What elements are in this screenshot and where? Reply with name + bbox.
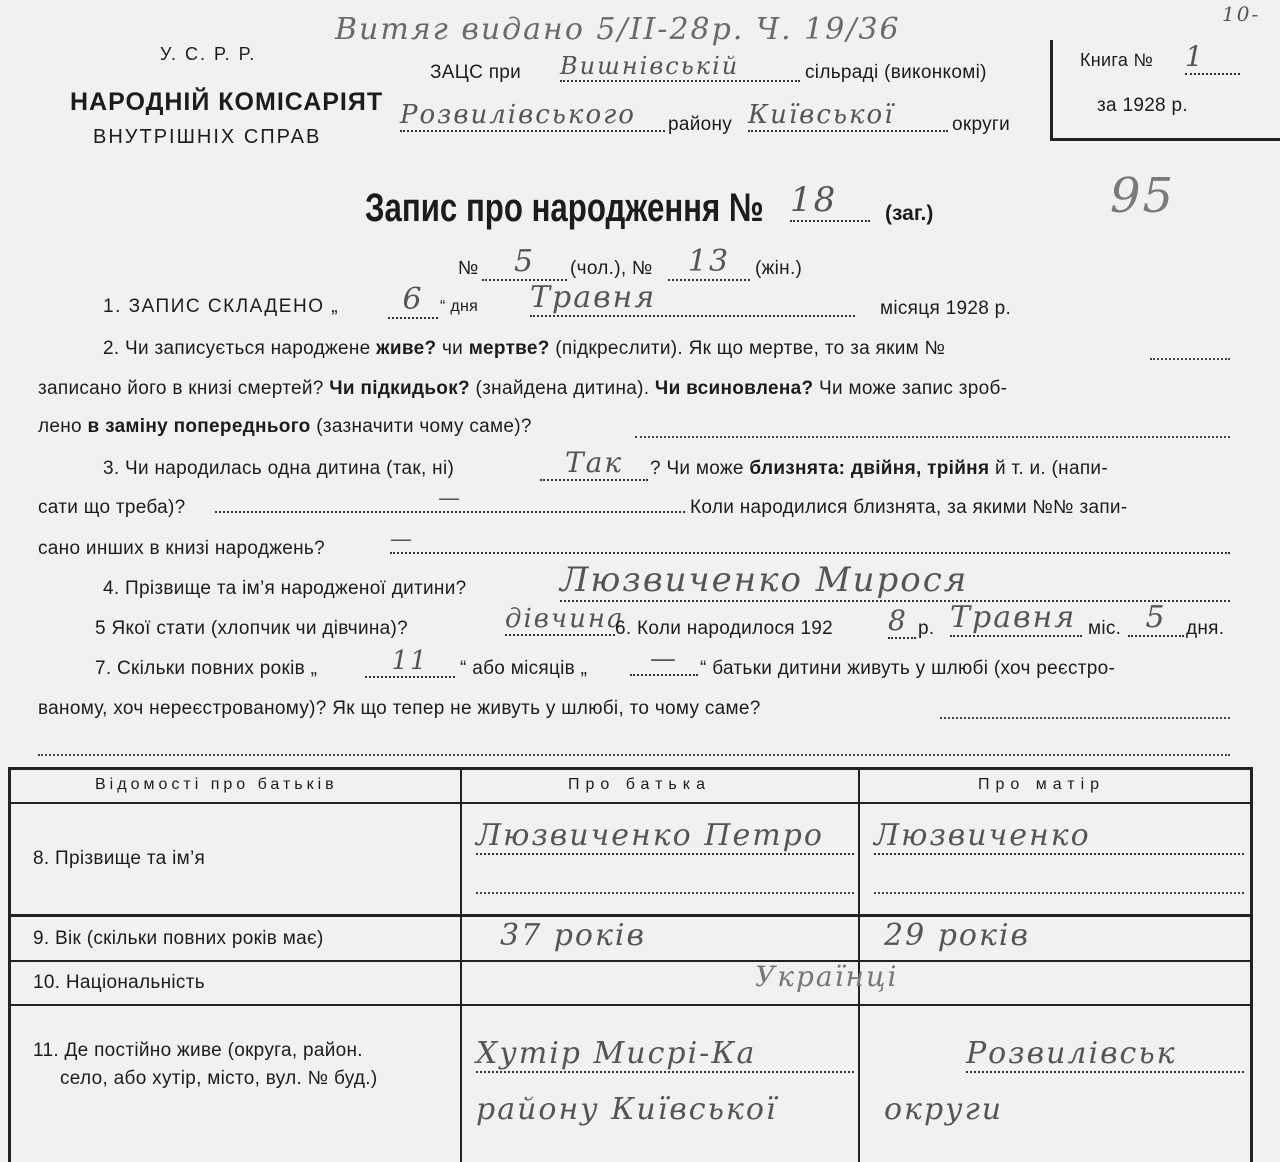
district-label: району xyxy=(668,114,733,135)
col-header-father: Про батька xyxy=(568,776,711,793)
q2-line2 xyxy=(38,378,1007,400)
q5-label: 5 Якої стати (хлопчик чи дівчина)? xyxy=(95,618,409,639)
ministry-heading: ВНУТРІШНІХ СПРАВ xyxy=(93,126,322,148)
q2-text-a: 2. Чи записується народжене xyxy=(103,338,371,359)
q2-adopted: Чи всиновлена? xyxy=(654,378,814,399)
row8-mother: Люзвиченко xyxy=(874,818,1244,855)
q7-mid: “ або місяців „ xyxy=(460,658,588,679)
q2-foundling: Чи підкидьок? xyxy=(329,378,470,399)
q7-months: — xyxy=(630,644,698,676)
row8-bottom-border xyxy=(8,914,1253,917)
q2-replace: в заміну попереднього xyxy=(87,416,311,437)
book-box-left-border xyxy=(1050,40,1053,140)
row8-father: Люзвиченко Петро xyxy=(476,818,854,855)
table-header-border xyxy=(8,802,1253,804)
record-suffix: (заг.) xyxy=(885,202,934,225)
republic-heading: У. С. Р. Р. xyxy=(160,44,257,64)
zags-suffix: сільраді (виконкомі) xyxy=(805,62,987,83)
q7-label-b: “ батьки дитини живуть у шлюбі (хоч реєстро- xyxy=(700,658,1116,679)
q6-day: 5 xyxy=(1128,600,1184,637)
q2-lenо: лено xyxy=(38,416,82,437)
side-mark: 95 xyxy=(1110,168,1176,224)
table-right-border xyxy=(1250,767,1253,1162)
q6-year-digit: 8 xyxy=(888,604,916,639)
q3-line2-b: Коли народилися близнята, за якими №№ запи- xyxy=(690,497,1128,518)
q4-label: 4. Прізвище та ім’я народженої дитини? xyxy=(103,578,467,599)
q6-r: р. xyxy=(918,618,935,639)
q3-line2-a: сати що треба)? xyxy=(38,497,186,518)
q2-line1 xyxy=(103,338,945,360)
corner-note: 10- xyxy=(1222,2,1261,26)
q4-answer: Люзвиченко Мирося xyxy=(560,560,1230,602)
q1-end: місяця 1928 р. xyxy=(880,298,1012,319)
q1-day: 6 xyxy=(388,282,438,319)
row11-mother-line1: Розвилівськ xyxy=(966,1036,1244,1073)
book-number: 1 xyxy=(1185,40,1240,75)
row8-mother-line2 xyxy=(874,892,1244,894)
q7-label-a: 7. Скільки повних років „ xyxy=(95,658,318,679)
zags-village: Вишнівській xyxy=(560,52,800,82)
q3-dash: — xyxy=(215,486,685,513)
q5-answer: дівчина xyxy=(505,604,625,634)
handwritten-issue-note: Витяг видано 5/ІІ-28р. Ч. 19/36 xyxy=(335,12,901,47)
zags-prefix: ЗАЦС при xyxy=(430,62,522,83)
q7-reason-field xyxy=(940,717,1230,719)
q6-dnya: дня. xyxy=(1186,618,1225,639)
table-top-border xyxy=(8,767,1253,770)
row11-father-line1: Хутір Мисрі-Ка xyxy=(476,1036,854,1073)
q3-dash2: — xyxy=(390,527,1230,554)
q7-years: 11 xyxy=(365,646,455,678)
row9-bottom-border xyxy=(8,960,1253,962)
q2-record-text: Чи може запис зроб- xyxy=(819,378,1008,399)
commissariat-heading: НАРОДНІЙ КОМІСАРІЯТ xyxy=(70,88,384,116)
q3-line1-a: 3. Чи народилась одна дитина (так, ні) xyxy=(103,458,455,479)
row11-father-line2: району Київської xyxy=(476,1092,778,1127)
row10-father: Українці xyxy=(755,960,899,993)
record-title: Запис про народження № xyxy=(365,186,764,230)
q2-found-note: (знайдена дитина). xyxy=(475,378,650,399)
book-year: за 1928 р. xyxy=(1097,95,1188,116)
q6-label: 6. Коли народилося 192 xyxy=(615,618,834,639)
q3-answer: Так xyxy=(540,446,648,481)
q2-replace-field xyxy=(635,436,1230,438)
q2-alive-option: живе? xyxy=(376,338,437,359)
q3-text-b: ? Чи може xyxy=(650,458,744,479)
q3-line1-rest xyxy=(650,458,1108,480)
number-label: № xyxy=(458,258,479,279)
q2-dead-option: мертве? xyxy=(468,338,550,359)
q1-mid: “ дня xyxy=(440,298,479,315)
book-box-bottom-border xyxy=(1050,138,1280,141)
record-number: 18 xyxy=(790,180,870,222)
q6-mis: міс. xyxy=(1088,618,1122,639)
female-count: 13 xyxy=(668,244,750,281)
q7-reason-field-2 xyxy=(38,754,1230,756)
row11-mother-line2: округи xyxy=(884,1092,1004,1127)
row9-label: 9. Вік (скільки повних років має) xyxy=(33,928,324,949)
row9-mother: 29 років xyxy=(884,918,1030,953)
q2-specify: (зазначити чому саме)? xyxy=(316,416,532,437)
okruha-name: Київської xyxy=(748,100,948,132)
district-name: Розвилівського xyxy=(400,100,665,132)
female-label: (жін.) xyxy=(755,258,803,279)
q3-line3-a: сано инших в книзі народжень? xyxy=(38,538,325,559)
table-left-border xyxy=(8,767,11,1162)
row10-label: 10. Національність xyxy=(33,972,205,993)
q7-line2: ваному, хоч нереєстрованому)? Як що тепер не живуть у шлюбі, то чому саме? xyxy=(38,698,761,719)
row10-bottom-border xyxy=(8,1004,1253,1006)
q1-month: Травня xyxy=(530,280,855,317)
row8-label: 8. Прізвище та ім’я xyxy=(33,848,206,869)
row11-label-line2: село, або хутір, місто, вул. № буд.) xyxy=(60,1068,378,1089)
q2-text-b: (підкреслити). Як що мертве, то за яким № xyxy=(555,338,946,359)
col-header-parents: Відомості про батьків xyxy=(95,776,338,793)
q1-label: 1. ЗАПИС СКЛАДЕНО „ xyxy=(103,296,340,317)
book-label: Книга № xyxy=(1080,50,1154,70)
q6-month: Травня xyxy=(950,600,1082,637)
q2-or: чи xyxy=(441,338,464,359)
q2-death-number-field xyxy=(1150,358,1230,360)
row8-father-line2 xyxy=(476,892,854,894)
col-header-mother: Про матір xyxy=(978,776,1106,793)
table-col1-divider xyxy=(460,767,462,1162)
q2-death-book: записано його в книзі смертей? xyxy=(38,378,324,399)
okruha-label: округи xyxy=(952,114,1011,135)
male-label: (чол.), № xyxy=(570,258,653,279)
q3-twins: близнята: двійня, трійня xyxy=(749,458,990,479)
male-count: 5 xyxy=(482,244,567,281)
row11-label-line1: 11. Де постійно живе (округа, район. xyxy=(33,1040,363,1061)
row9-father: 37 років xyxy=(500,918,646,953)
q2-line3 xyxy=(38,416,532,438)
q3-text-c: й т. и. (напи- xyxy=(994,458,1108,479)
